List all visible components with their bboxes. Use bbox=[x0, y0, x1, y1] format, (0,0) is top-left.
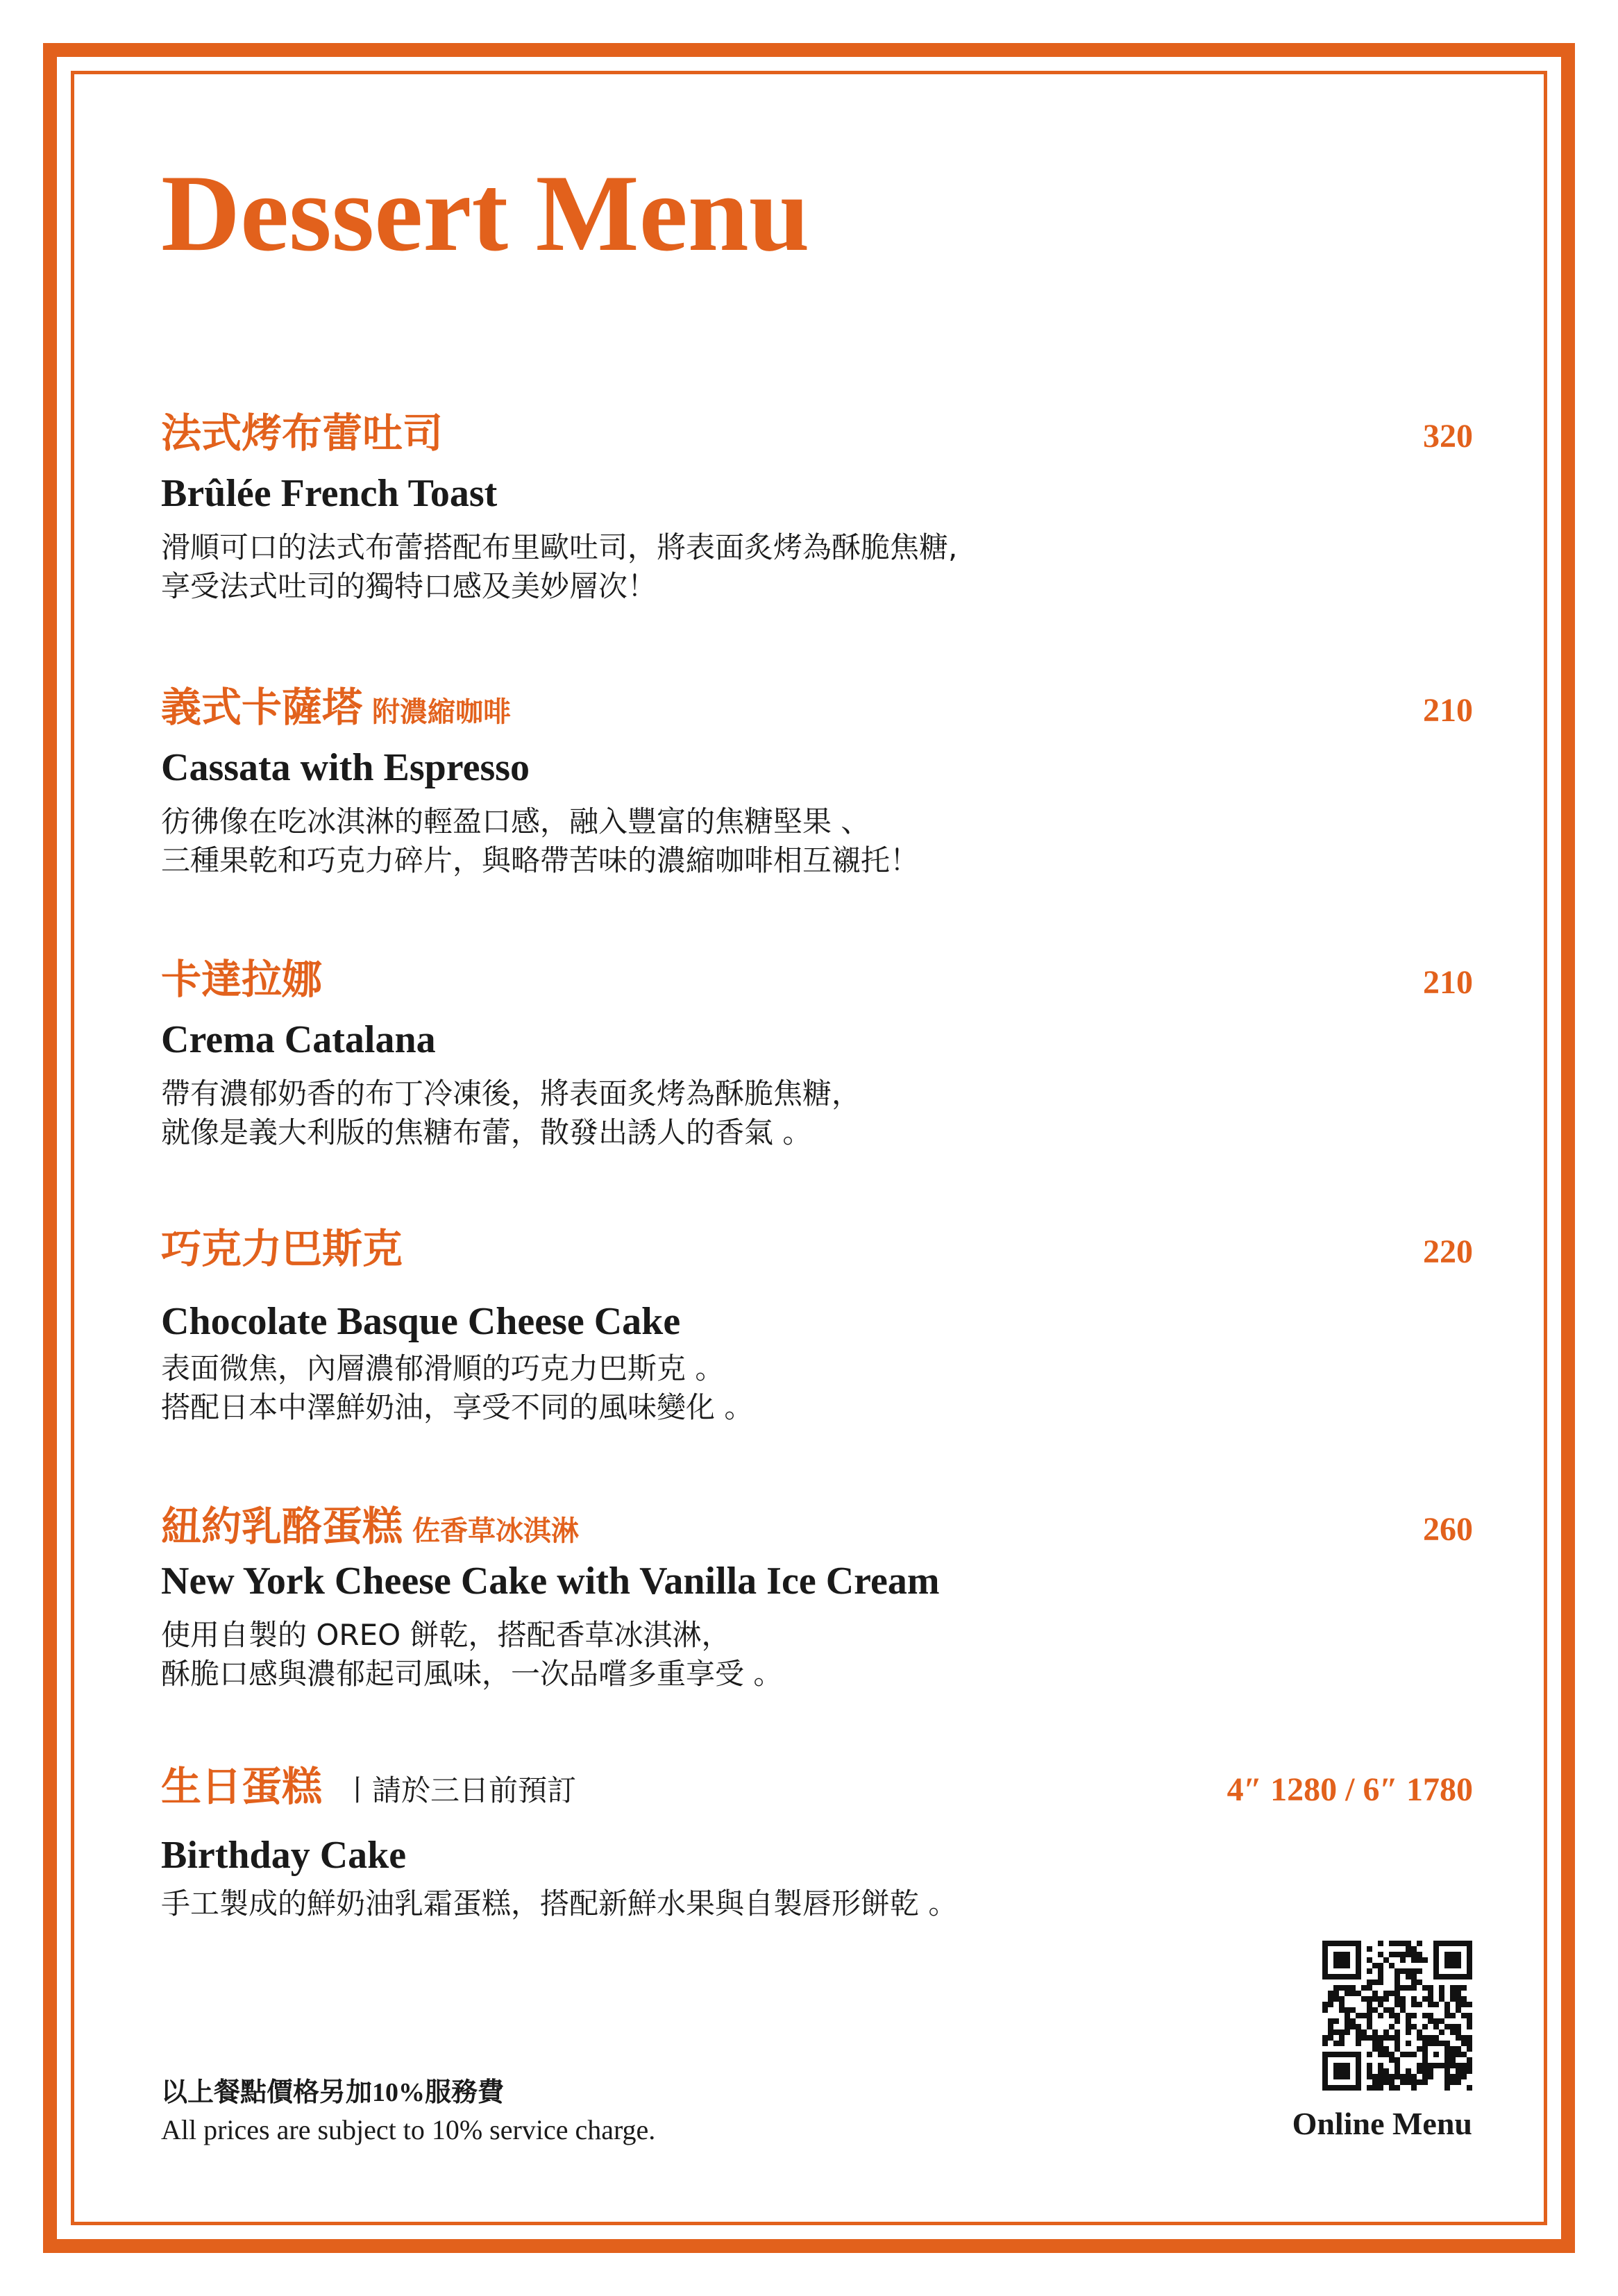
menu-item-cassata bbox=[161, 680, 1473, 880]
menu-item-brulee-french-toast bbox=[161, 406, 1473, 606]
menu-item-birthday-cake bbox=[161, 1759, 1473, 1923]
item-chinese-name: 卡達拉娜 bbox=[161, 957, 323, 1002]
qr-code-icon[interactable] bbox=[1322, 1941, 1472, 2091]
menu-item-chocolate-basque bbox=[161, 1222, 1473, 1427]
item-price: 210 bbox=[1423, 964, 1473, 1001]
menu-item-crema-catalana bbox=[161, 952, 1473, 1152]
description-line: 手工製成的鮮奶油乳霜蛋糕，搭配新鮮水果與自製唇形餅乾 。 bbox=[161, 1886, 958, 1921]
item-chinese-name: 法式烤布蕾吐司 bbox=[161, 411, 444, 456]
item-description bbox=[161, 528, 1473, 606]
item-price: 220 bbox=[1423, 1233, 1473, 1270]
item-description bbox=[161, 1884, 1473, 1923]
online-menu-label: Online Menu bbox=[1292, 2106, 1472, 2141]
description-line: 酥脆口感與濃郁起司風味，一次品嚐多重享受 。 bbox=[161, 1657, 783, 1691]
item-description bbox=[161, 1349, 1473, 1427]
page-title: Dessert Menu bbox=[161, 153, 810, 274]
description-line: 滑順可口的法式布蕾搭配布里歐吐司，將表面炙烤為酥脆焦糖, bbox=[161, 530, 958, 564]
service-charge-note bbox=[161, 2074, 655, 2149]
item-price: 210 bbox=[1423, 692, 1473, 729]
item-chinese-note: 佐香草冰淇淋 bbox=[412, 1515, 580, 1546]
item-chinese-name: 義式卡薩塔 附濃縮咖啡 bbox=[161, 685, 512, 730]
description-line: 就像是義大利版的焦糖布蕾，散發出誘人的香氣 。 bbox=[161, 1115, 812, 1149]
item-chinese-name: 生日蛋糕 丨請於三日前預訂 bbox=[161, 1764, 577, 1809]
item-price: 260 bbox=[1423, 1511, 1473, 1548]
service-charge-chinese: 以上餐點價格另加10%服務費 bbox=[161, 2078, 505, 2107]
item-price: 320 bbox=[1423, 418, 1473, 455]
item-chinese-note: 附濃縮咖啡 bbox=[372, 696, 512, 727]
item-english-name: Cassata with Espresso bbox=[161, 746, 530, 789]
item-english-name: Chocolate Basque Cheese Cake bbox=[161, 1300, 681, 1343]
item-price: 4″ 1280 / 6″ 1780 bbox=[1227, 1771, 1473, 1808]
item-description bbox=[161, 802, 1473, 880]
item-english-name: New York Cheese Cake with Vanilla Ice Cream bbox=[161, 1560, 940, 1603]
item-chinese-name: 巧克力巴斯克 bbox=[161, 1226, 403, 1272]
item-english-name: Birthday Cake bbox=[161, 1834, 407, 1877]
item-description bbox=[161, 1616, 1473, 1694]
description-line: 三種果乾和巧克力碎片，與略帶苦味的濃縮咖啡相互襯托！ bbox=[161, 843, 920, 877]
item-chinese-name: 紐約乳酪蛋糕 佐香草冰淇淋 bbox=[161, 1504, 580, 1549]
menu-item-new-york-cheese-cake bbox=[161, 1499, 1473, 1694]
item-description bbox=[161, 1074, 1473, 1152]
item-english-name: Crema Catalana bbox=[161, 1018, 436, 1061]
item-order-note: 丨請於三日前預訂 bbox=[343, 1773, 577, 1807]
description-line: 表面微焦，內層濃郁滑順的巧克力巴斯克 。 bbox=[161, 1351, 725, 1385]
service-charge-english: All prices are subject to 10% service charge. bbox=[161, 2114, 656, 2145]
description-line: 帶有濃郁奶香的布丁冷凍後，將表面炙烤為酥脆焦糖， bbox=[161, 1077, 861, 1111]
description-line: 享受法式吐司的獨特口感及美妙層次！ bbox=[161, 569, 657, 603]
description-line: 使用自製的 OREO 餅乾，搭配香草冰淇淋， bbox=[161, 1618, 731, 1652]
description-line: 搭配日本中澤鮮奶油，享受不同的風味變化 。 bbox=[161, 1390, 754, 1424]
item-english-name: Brûlée French Toast bbox=[161, 472, 498, 515]
description-line: 彷彿像在吃冰淇淋的輕盈口感，融入豐富的焦糖堅果 、 bbox=[161, 804, 870, 838]
